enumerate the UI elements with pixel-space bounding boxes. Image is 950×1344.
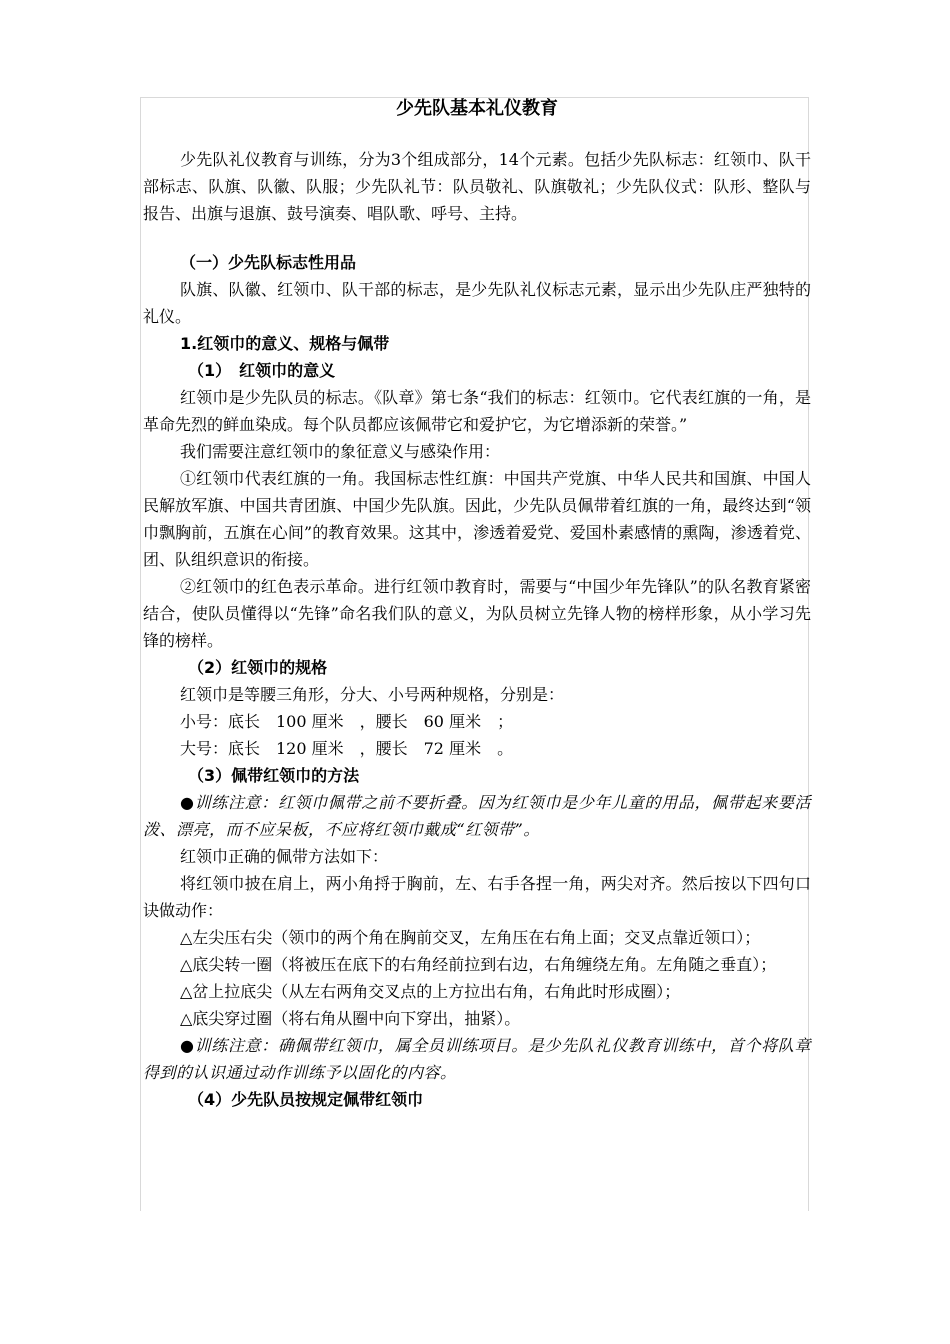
step-1: △左尖压右尖（领巾的两个角在胸前交叉，左角压在右角上面；交叉点靠近领口）；: [180, 928, 761, 947]
page-title: 少先队基本礼仪教育: [396, 98, 558, 119]
step-2: △底尖转一圈（将被压在底下的右角经前拉到右边，右角缠绕左角。左角随之垂直）；: [180, 955, 777, 974]
method-heading: （3）佩带红领巾的方法: [188, 766, 360, 785]
correct-method-paragraph: 红领巾正确的佩带方法如下：: [180, 847, 389, 866]
section1-paragraph: 队旗、队徽、红领巾、队干部的标志，是少先队礼仪标志元素，显示出少先队庄严独特的礼仪。: [143, 280, 811, 326]
intro-paragraph: 少先队礼仪教育与训练，分为3个组成部分，14个元素。包括少先队标志：红领巾、队干部标志、队旗、队徽、队服；少先队礼节：队员敬礼、队旗敬礼；少先队仪式：队形、整队与报告、出旗与退旗、鼓号演奏、唱队歌、呼号、主持。: [143, 150, 811, 223]
meaning-paragraph: 红领巾是少先队员的标志。《队章》第七条“我们的标志：红领巾。它代表红旗的一角，是革命先烈的鲜血染成。每个队员都应该佩带它和爱护它，为它增添新的荣誉。”: [143, 388, 811, 434]
large-size-row: 大号：底长 120 厘米 ，腰长 72 厘米 。: [180, 739, 514, 758]
spec-heading: （2）红领巾的规格: [188, 658, 328, 677]
training-note-2: ●训练注意：确佩带红领巾，属全员训练项目。是少先队礼仪教育训练中，首个将队章得到的认识通过动作训练予以固化的内容。: [143, 1036, 811, 1082]
point1-paragraph: ①红领巾代表红旗的一角。我国标志性红旗：中国共产党旗、中华人民共和国旗、中国人民解放军旗、中国共青团旗、中国少先队旗。因此，少先队员佩带着红旗的一角，最终达到“领巾飘胸前，五旗在心间”的教育效果。这其中，渗透着爱党、爱国朴素感情的熏陶，渗透着党、团、队组织意识的衔接。: [143, 469, 811, 569]
point2-paragraph: ②红领巾的红色表示革命。进行红领巾教育时，需要与“中国少年先锋队”的队名教育紧密结合，使队员懂得以“先锋”命名我们队的意义，为队员树立先锋人物的榜样形象，从小学习先锋的榜样。: [143, 577, 811, 650]
frame-left-border: [140, 97, 141, 1211]
training-note-1: ●训练注意：红领巾佩带之前不要折叠。因为红领巾是少年儿童的用品，佩带起来要活泼、漂亮，而不应呆板，不应将红领巾戴成“红领带”。: [143, 793, 811, 839]
notice-paragraph: 我们需要注意红领巾的象征意义与感染作用：: [180, 442, 501, 461]
spec-paragraph: 红领巾是等腰三角形，分大、小号两种规格，分别是：: [180, 685, 565, 704]
small-size-row: 小号：底长 100 厘米 ，腰长 60 厘米 ；: [180, 712, 514, 731]
sub1-heading: 1.红领巾的意义、规格与佩带: [180, 334, 390, 353]
step-3: △岔上拉底尖（从左右两角交叉点的上方拉出右角，右角此时形成圈）；: [180, 982, 681, 1001]
step-4: △底尖穿过圈（将右角从圈中向下穿出，抽紧）。: [180, 1009, 521, 1028]
document-body: [143, 94, 811, 1113]
rule-heading: （4）少先队员按规定佩带红领巾: [188, 1090, 424, 1109]
meaning-heading: （1） 红领巾的意义: [188, 361, 336, 380]
section1-heading: （一）少先队标志性用品: [180, 253, 357, 272]
steps-intro-paragraph: 将红领巾披在肩上，两小角捋于胸前，左、右手各捏一角，两尖对齐。然后按以下四句口诀做动作：: [143, 874, 811, 920]
